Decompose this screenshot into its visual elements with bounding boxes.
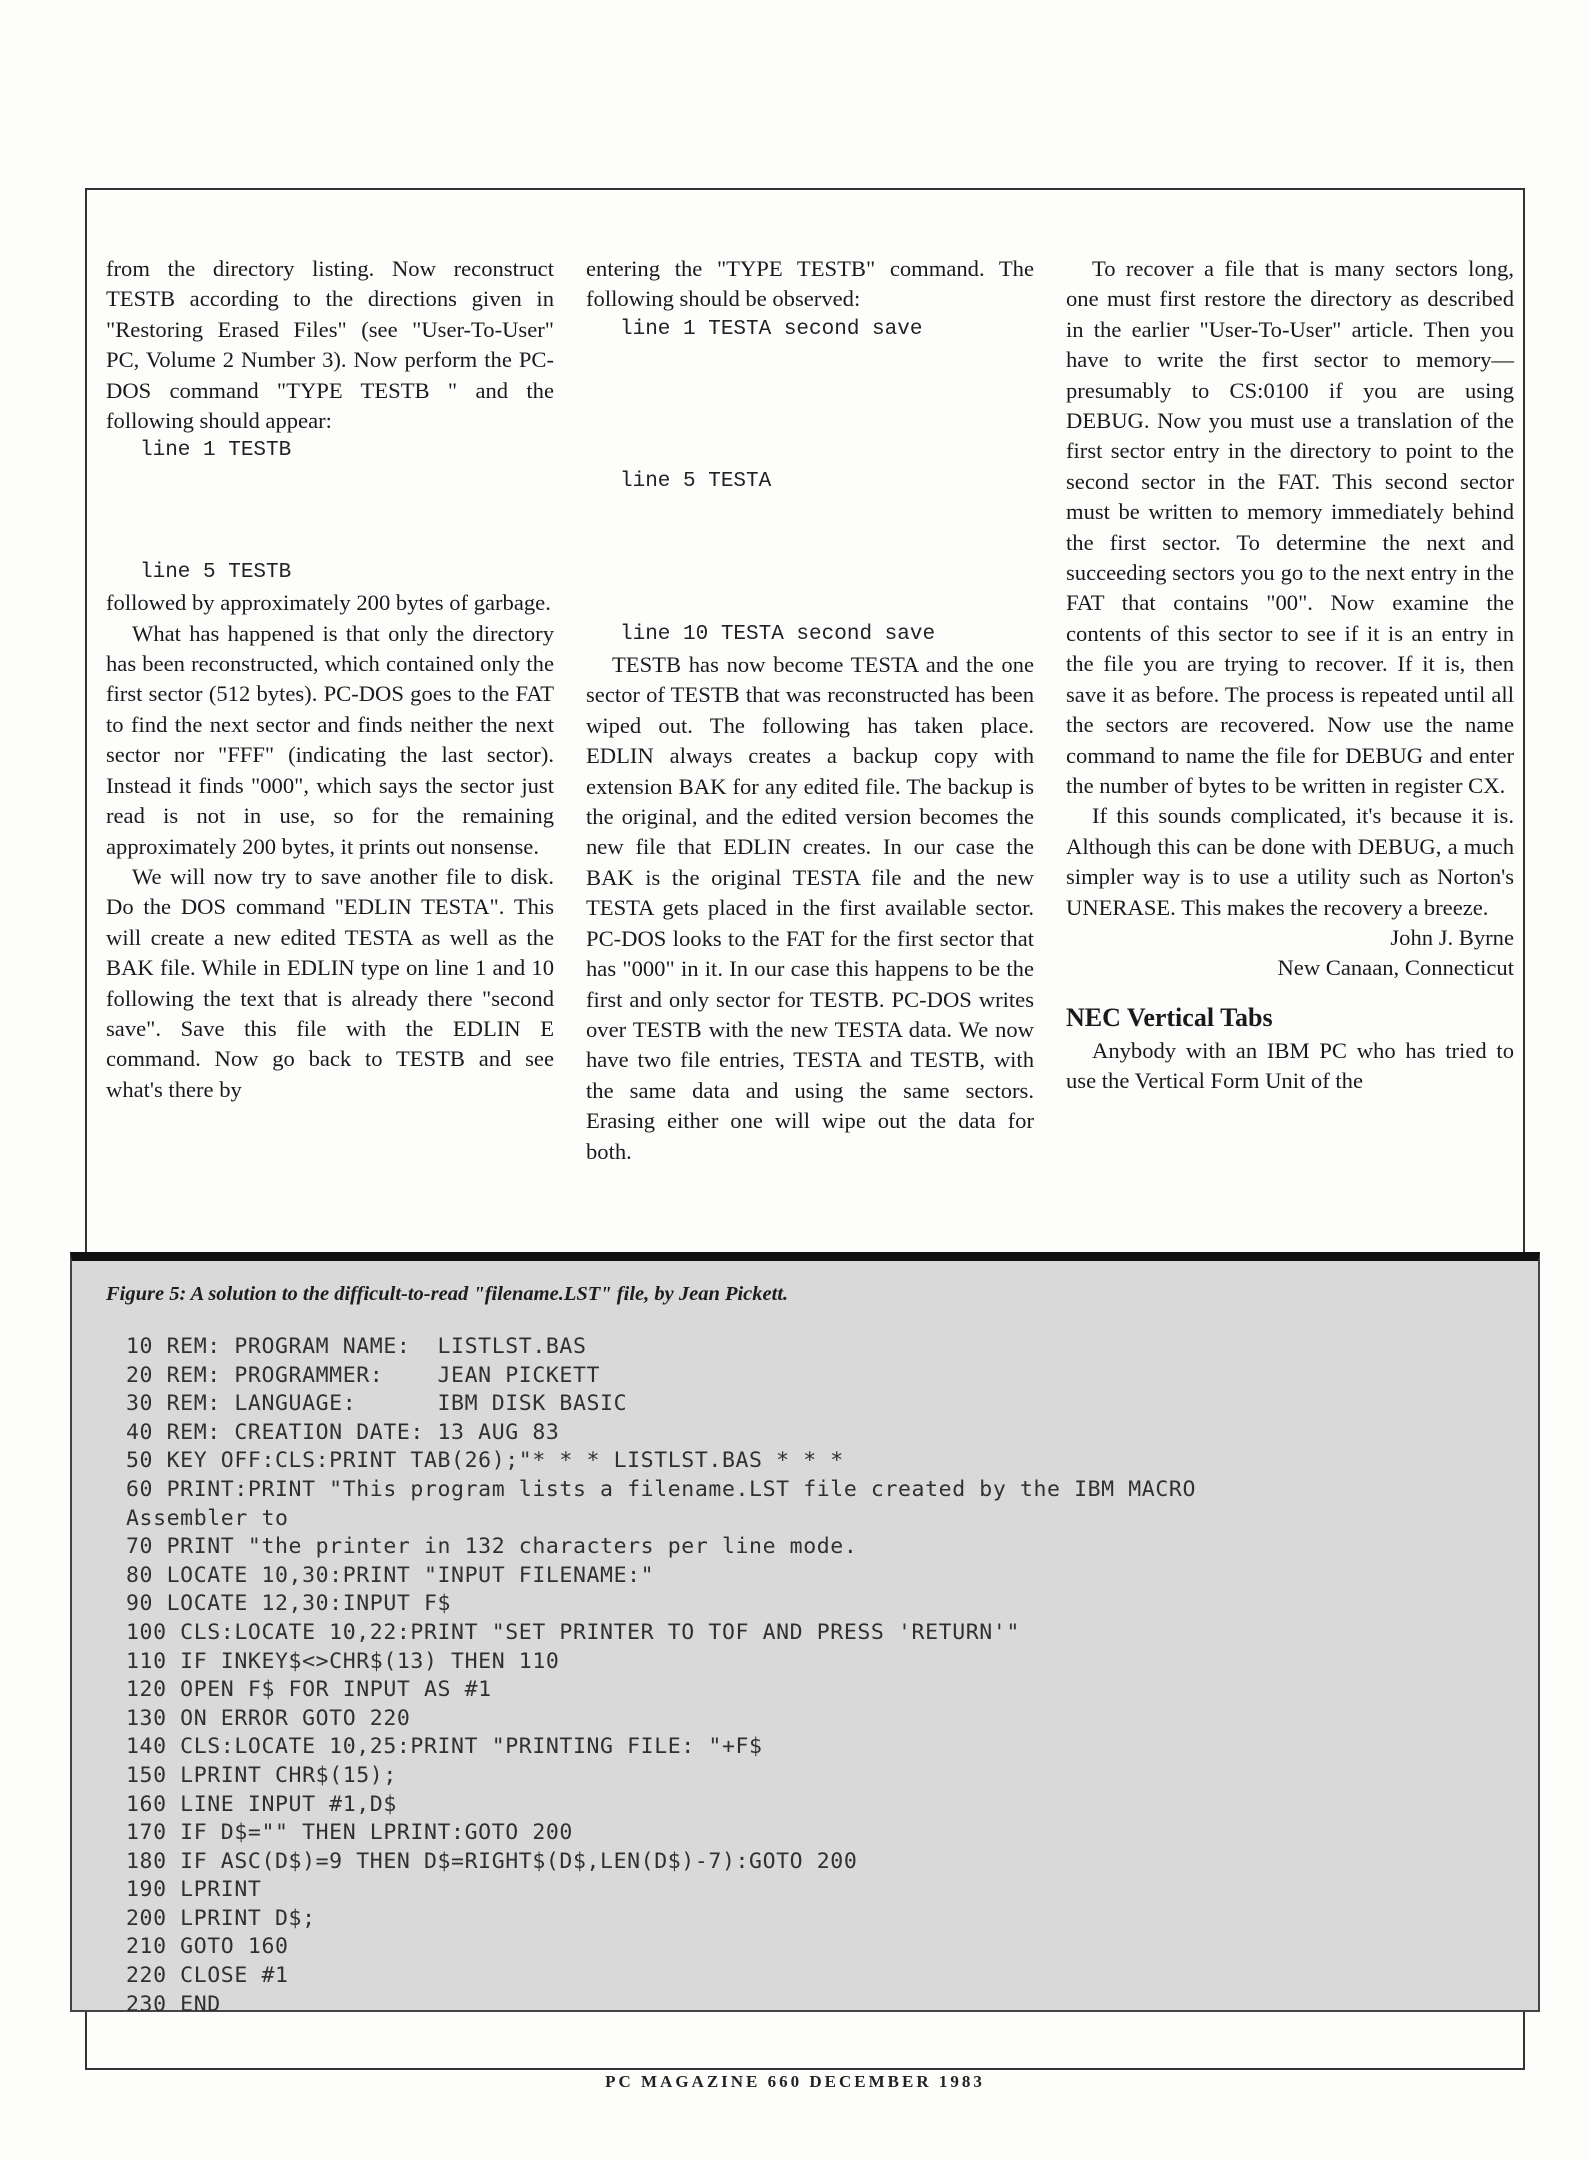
- paragraph: TESTB has now become TESTA and the one sector of TESTB that was reconstructed has been wiped out. The following has taken place. EDLIN always creates a backup copy with extension BAK for any edited file. The backup is the original, and the edited version becomes the new file that EDLIN creates. In our case the BAK is the original TESTA file and the new TESTA gets placed in the first available sector. PC-DOS looks to the FAT for the first sector that has "000" in it. In our case this happens to be the first and only sector for TESTB. PC-DOS writes over TESTB with the new TESTA data. We now have two file entries, TESTA and TESTB, with the same data and using the same sectors. Erasing either one will wipe out the data for both.: [586, 652, 1034, 1164]
- code-line: 160 LINE INPUT #1,D$: [126, 1791, 397, 1817]
- code-sample-line: line 1 TESTA second save: [620, 317, 923, 341]
- author-location: New Canaan, Connecticut: [1277, 955, 1514, 981]
- column-3: [1066, 254, 1514, 1242]
- paragraph: To recover a file that is many sectors long, one must first restore the directory as described in the earlier "User-To-User" article. Then you have to write the first sector to memory—presumably to CS:0100 if you are using DEBUG. Now you must use a translation of the first sector entry in the directory to point to the second sector in the FAT. This second sector must be written to memory immediately behind the first sector. To determine the next and succeeding sectors you go to the next entry in the FAT that contains "00". Now examine the contents of this sector to see if it is an entry in the file you are trying to recover. If it is, then save it as before. The process is repeated until all the sectors are recovered. Now use the name command to name the file for DEBUG and enter the number of bytes to be written in register CX.: [1066, 256, 1514, 798]
- author-name: John J. Byrne: [1390, 924, 1514, 950]
- article-columns: [106, 254, 1514, 1242]
- code-line: 110 IF INKEY$<>CHR$(13) THEN 110: [126, 1648, 560, 1674]
- code-line: 150 LPRINT CHR$(15);: [126, 1762, 397, 1788]
- code-line: 10 REM: PROGRAM NAME: LISTLST.BAS: [126, 1334, 587, 1359]
- code-sample-line: line 5 TESTA: [620, 470, 772, 494]
- code-line: Assembler to: [126, 1505, 289, 1531]
- code-line: 190 LPRINT: [126, 1877, 262, 1903]
- code-line: 40 REM: CREATION DATE: 13 AUG 83: [126, 1419, 560, 1445]
- paragraph: Anybody with an IBM PC who has tried to use the Vertical Form Unit of the: [1066, 1037, 1514, 1094]
- figure-box: [70, 1252, 1540, 2017]
- code-line: 90 LOCATE 12,30:INPUT F$: [126, 1591, 452, 1617]
- section-heading: NEC Vertical Tabs: [1066, 1002, 1273, 1032]
- paragraph: We will now try to save another file to disk. Do the DOS command "EDLIN TESTA". This will create a new edited TESTA as well as the BAK file. While in EDLIN type on line 1 and 10 following the text that is already there "second save". Save this file with the EDLIN E command. Now go back to TESTB and see what's there by: [106, 863, 554, 1102]
- code-listing: [126, 1333, 1526, 2019]
- paragraph: If this sounds complicated, it's because it is. Although this can be done with DEBUG, a much simpler way is to use a utility such as Norton's UNERASE. This makes the recovery a breeze.: [1066, 803, 1514, 920]
- code-line: 30 REM: LANGUAGE: IBM DISK BASIC: [126, 1391, 628, 1417]
- code-line: 120 OPEN F$ FOR INPUT AS #1: [126, 1677, 492, 1703]
- code-sample-line: line 10 TESTA second save: [620, 622, 936, 646]
- code-line: 60 PRINT:PRINT "This program lists a filename.LST file created by the IBM MACRO: [126, 1476, 1196, 1502]
- code-sample-line: line 1 TESTB: [140, 439, 292, 463]
- page-footer: PC MAGAZINE 660 DECEMBER 1983: [605, 2072, 985, 2091]
- code-line: 70 PRINT "the printer in 132 characters per line mode.: [126, 1534, 858, 1560]
- code-line: 130 ON ERROR GOTO 220: [126, 1705, 411, 1731]
- code-line: 180 IF ASC(D$)=9 THEN D$=RIGHT$(D$,LEN(D$)-7):GOTO 200: [126, 1848, 858, 1874]
- code-line: 100 CLS:LOCATE 10,22:PRINT "SET PRINTER TO TOF AND PRESS 'RETURN'": [126, 1619, 1020, 1645]
- paragraph: entering the "TYPE TESTB" command. The following should be observed:: [586, 256, 1034, 312]
- code-line: 140 CLS:LOCATE 10,25:PRINT "PRINTING FILE: "+F$: [126, 1734, 763, 1760]
- paragraph: from the directory listing. Now reconstruct TESTB according to the directions given in "Restoring Erased Files" (see "User-To-User" PC, Volume 2 Number 3). Now perform the PC-DOS command "TYPE TESTB " and the following should appear:: [106, 256, 554, 434]
- code-line: 210 GOTO 160: [126, 1934, 289, 1960]
- code-line: 50 KEY OFF:CLS:PRINT TAB(26);"* * * LISTLST.BAS * * *: [126, 1448, 844, 1474]
- paragraph: What has happened is that only the directory has been reconstructed, which contained only the first sector (512 bytes). PC-DOS goes to the FAT to find the next sector and finds neither the next sector nor "FFF" (indicating the last sector). Instead it finds "000", which says the sector just read is not in use, so for the remaining approximately 200 bytes, it prints out nonsense.: [106, 620, 554, 859]
- code-line: 170 IF D$="" THEN LPRINT:GOTO 200: [126, 1820, 573, 1846]
- column-2: [586, 254, 1034, 1242]
- code-line: 220 CLOSE #1: [126, 1963, 289, 1989]
- figure-caption: Figure 5: A solution to the difficult-to-read "filename.LST" file, by Jean Pickett.: [106, 1283, 789, 1305]
- column-1: [106, 254, 554, 1242]
- code-line: 200 LPRINT D$;: [126, 1905, 316, 1931]
- code-line: 20 REM: PROGRAMMER: JEAN PICKETT: [126, 1362, 601, 1388]
- code-sample-line: line 5 TESTB: [140, 560, 292, 584]
- code-line: 80 LOCATE 10,30:PRINT "INPUT FILENAME:": [126, 1562, 655, 1588]
- paragraph: followed by approximately 200 bytes of garbage.: [106, 590, 551, 616]
- code-line: 230 END: [126, 1991, 221, 2017]
